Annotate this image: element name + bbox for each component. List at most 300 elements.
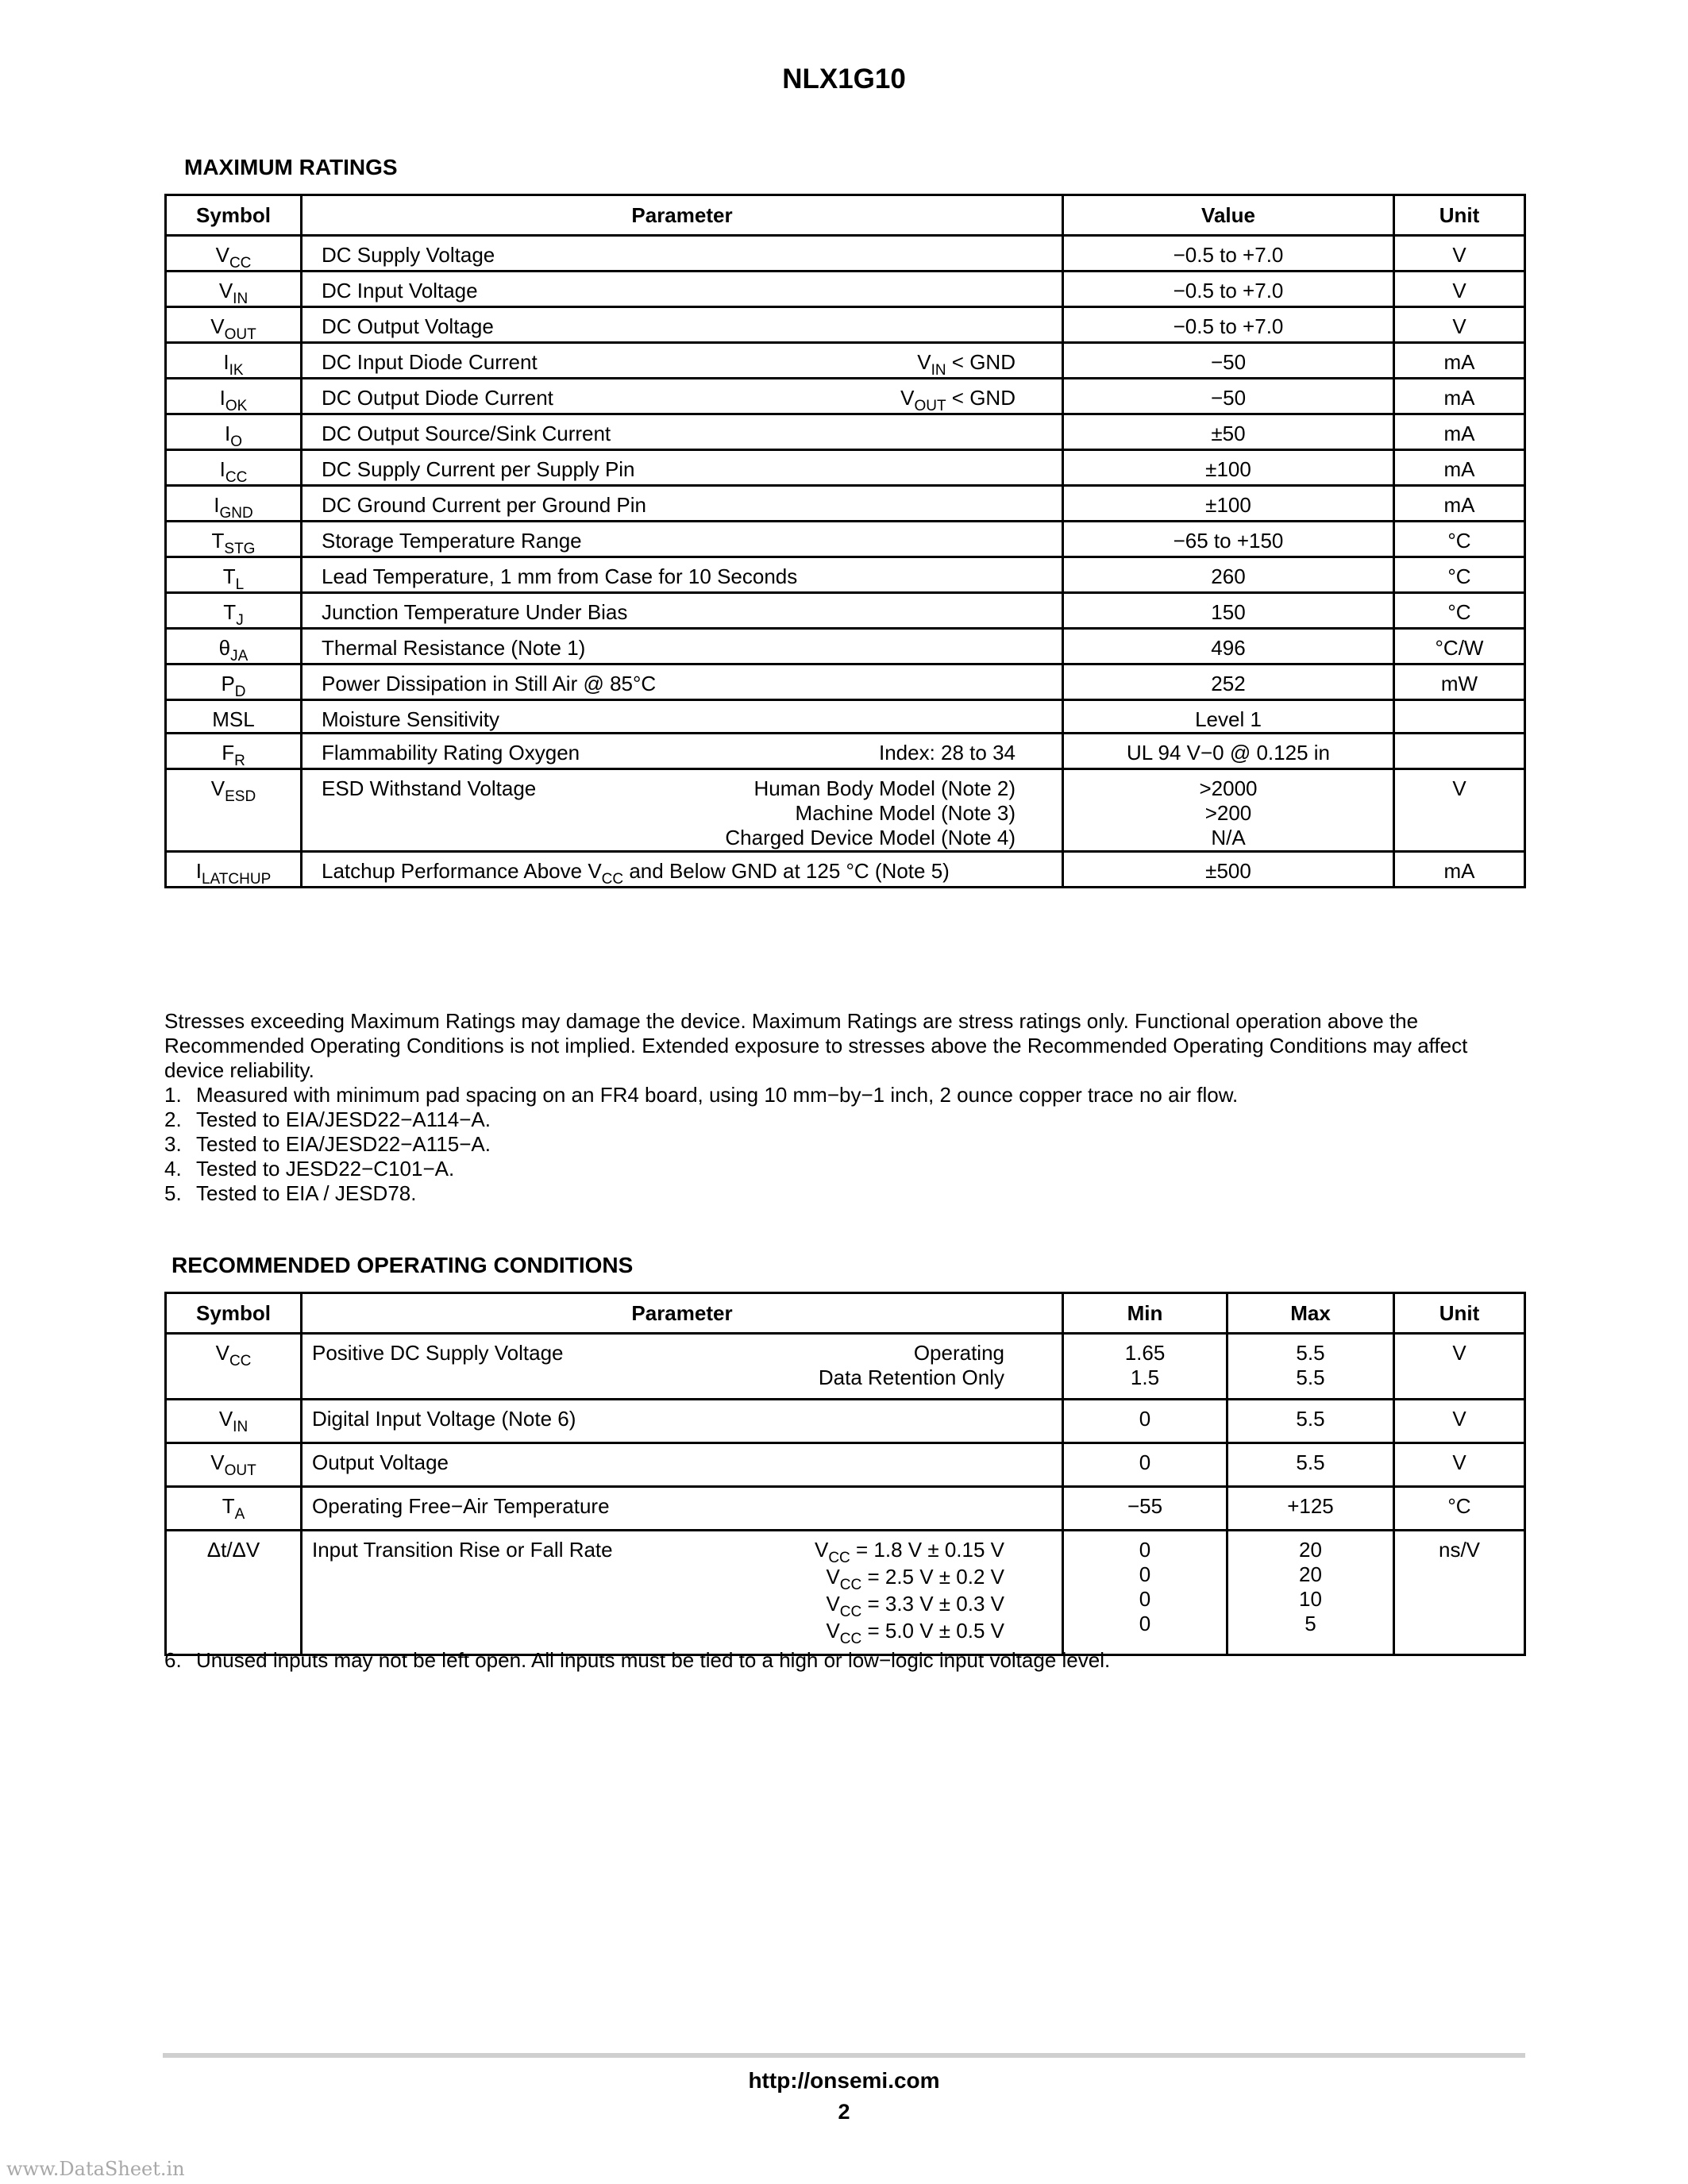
parameter-label: Moisture Sensitivity (322, 707, 499, 731)
parameter-label: DC Supply Current per Supply Pin (322, 457, 635, 481)
parameter-cell (302, 236, 1063, 272)
value-cell (1063, 769, 1394, 852)
symbol-base: V (210, 776, 225, 800)
min-cell (1063, 1443, 1227, 1487)
table-row (166, 272, 1525, 307)
table-header-row (166, 195, 1525, 236)
condition-line (815, 1592, 1004, 1619)
value-cell (1063, 486, 1394, 522)
table-row (166, 236, 1525, 272)
symbol-cell (166, 852, 302, 888)
parameter-cell (302, 1443, 1063, 1487)
note-item (164, 1083, 1524, 1107)
max-cell-line: 5.5 (1296, 1341, 1325, 1365)
symbol-cell (166, 272, 302, 307)
value-cell-line: 252 (1211, 672, 1246, 695)
value-cell (1063, 343, 1394, 379)
condition-subscript: IN (931, 362, 946, 379)
condition-group (900, 386, 1062, 413)
symbol-base: V (210, 1450, 225, 1474)
parameter-content (303, 672, 1062, 696)
col-header-value: Value (1063, 195, 1394, 236)
symbol-base: T (211, 529, 225, 553)
value-cell-line: ±100 (1205, 493, 1251, 517)
symbol-subscript: IK (229, 362, 244, 379)
symbol-subscript: A (234, 1506, 245, 1523)
parameter-label: Junction Temperature Under Bias (322, 600, 628, 624)
parameter-content (303, 1450, 1062, 1475)
parameter-content (303, 243, 1062, 268)
max-ratings-title: MAXIMUM RATINGS (184, 155, 398, 179)
note-item (164, 1181, 1524, 1206)
symbol-cell (166, 486, 302, 522)
value-cell-line: UL 94 V−0 @ 0.125 in (1127, 741, 1330, 765)
parameter-cell (302, 629, 1063, 664)
symbol-cell (166, 1400, 302, 1443)
min-cell-line: 0 (1139, 1587, 1151, 1611)
symbol-subscript: STG (224, 541, 256, 557)
symbol-base: T (222, 564, 236, 588)
max-cell-line: 5.5 (1296, 1407, 1325, 1431)
symbol-base: V (215, 243, 229, 267)
table-row (166, 1487, 1525, 1531)
symbol-base: V (218, 279, 233, 302)
value-cell (1063, 236, 1394, 272)
value-cell-line: 150 (1211, 600, 1246, 624)
table-header-row (166, 1293, 1525, 1334)
parameter-content (303, 279, 1062, 303)
condition-subscript: OUT (914, 398, 946, 414)
roc-notes (164, 1648, 1524, 1673)
symbol-subscript: J (236, 612, 244, 629)
condition-suffix: = 3.3 V ± 0.3 V (861, 1592, 1004, 1616)
table-row (166, 1531, 1525, 1655)
max-cell-line: 20 (1299, 1562, 1322, 1586)
value-cell (1063, 664, 1394, 700)
condition-suffix: < GND (946, 386, 1015, 410)
unit-cell: mW (1394, 664, 1525, 700)
symbol-cell (166, 379, 302, 414)
condition-text: Index: 28 to 34 (878, 741, 1015, 765)
unit-cell: V (1394, 272, 1525, 307)
symbol-subscript: GND (219, 505, 253, 522)
min-cell-line: 1.5 (1130, 1365, 1160, 1389)
symbol-base: I (223, 350, 229, 374)
condition-text: V (917, 350, 931, 374)
page-number: 2 (838, 2100, 850, 2124)
table-row (166, 414, 1525, 450)
note-number: 1. (164, 1083, 182, 1107)
symbol-cell (166, 1334, 302, 1400)
max-ratings-notes (164, 1009, 1524, 1206)
condition-text: Data Retention Only (818, 1365, 1004, 1389)
symbol-base: MSL (212, 707, 255, 731)
max-cell-line: 5 (1305, 1612, 1316, 1635)
parameter-cell (302, 522, 1063, 557)
parameter-content (303, 600, 1062, 625)
note-number: 4. (164, 1157, 182, 1181)
parameter-cell (302, 343, 1063, 379)
symbol-cell (166, 236, 302, 272)
table-row (166, 1400, 1525, 1443)
symbol-cell (166, 414, 302, 450)
value-cell-line: −0.5 to +7.0 (1173, 243, 1284, 267)
symbol-cell (166, 1443, 302, 1487)
min-cell-line: 0 (1139, 1538, 1151, 1562)
value-cell-line: N/A (1211, 826, 1246, 849)
col-header-parameter: Parameter (302, 1293, 1063, 1334)
max-cell (1227, 1531, 1394, 1655)
symbol-base: θ (218, 636, 231, 660)
value-cell-line: −0.5 to +7.0 (1173, 314, 1284, 338)
parameter-cell (302, 700, 1063, 734)
note-item (164, 1157, 1524, 1181)
symbol-subscript: ESD (225, 788, 256, 805)
condition-group (725, 776, 1062, 850)
parameter-cell (302, 593, 1063, 629)
unit-cell (1394, 734, 1525, 769)
table-row (166, 307, 1525, 343)
parameter-content (303, 314, 1062, 339)
condition-text: Human Body Model (Note 2) (753, 776, 1015, 800)
unit-cell: mA (1394, 414, 1525, 450)
max-cell-line: 5.5 (1296, 1450, 1325, 1474)
condition-line (725, 826, 1015, 850)
symbol-base: F (222, 741, 235, 765)
parameter-content (303, 386, 1062, 413)
symbol-subscript: CC (229, 1353, 252, 1369)
note-number: 3. (164, 1132, 182, 1156)
condition-line (815, 1619, 1004, 1646)
parameter-label: Operating Free−Air Temperature (312, 1494, 610, 1518)
table-row (166, 557, 1525, 593)
parameter-cell (302, 769, 1063, 852)
unit-cell: mA (1394, 450, 1525, 486)
value-cell (1063, 414, 1394, 450)
condition-text: V (826, 1619, 840, 1643)
table-row (166, 486, 1525, 522)
symbol-cell (166, 522, 302, 557)
table-row (166, 769, 1525, 852)
parameter-content (303, 859, 1062, 886)
parameter-content (303, 636, 1062, 661)
condition-line (815, 1565, 1004, 1592)
max-cell-line: 5.5 (1296, 1365, 1325, 1389)
unit-cell: ns/V (1394, 1531, 1525, 1655)
symbol-subscript: JA (230, 648, 249, 664)
value-cell-line: −50 (1210, 386, 1247, 410)
unit-cell: °C/W (1394, 629, 1525, 664)
min-cell (1063, 1531, 1227, 1655)
symbol-base: I (219, 386, 225, 410)
min-cell-line: 0 (1139, 1407, 1151, 1431)
unit-cell: °C (1394, 522, 1525, 557)
condition-text: Charged Device Model (Note 4) (725, 826, 1015, 849)
condition-suffix: < GND (946, 350, 1015, 374)
value-cell (1063, 629, 1394, 664)
table-row (166, 700, 1525, 734)
condition-line (819, 1341, 1004, 1365)
unit-cell: mA (1394, 852, 1525, 888)
max-cell (1227, 1400, 1394, 1443)
max-cell-line: +125 (1287, 1494, 1334, 1518)
condition-text: Operating (913, 1341, 1004, 1365)
parameter-cell (302, 557, 1063, 593)
parameter-label: Output Voltage (312, 1450, 449, 1474)
symbol-cell (166, 343, 302, 379)
parameter-cell (302, 1531, 1063, 1655)
symbol-cell (166, 593, 302, 629)
value-cell (1063, 522, 1394, 557)
condition-suffix: = 1.8 V ± 0.15 V (850, 1538, 1004, 1562)
parameter-cell (302, 852, 1063, 888)
min-cell (1063, 1400, 1227, 1443)
max-cell-line: 10 (1299, 1587, 1322, 1611)
unit-cell: V (1394, 1443, 1525, 1487)
value-cell-line: ±50 (1211, 422, 1246, 445)
table-row (166, 450, 1525, 486)
symbol-subscript: L (235, 576, 245, 593)
table-row (166, 664, 1525, 700)
col-header-symbol: Symbol (166, 1293, 302, 1334)
parameter-cell (302, 307, 1063, 343)
page-title: NLX1G10 (782, 64, 906, 94)
table-row (166, 1443, 1525, 1487)
col-header-min: Min (1063, 1293, 1227, 1334)
parameter-label: Power Dissipation in Still Air @ 85°C (322, 672, 657, 695)
symbol-subscript: R (234, 753, 245, 769)
min-cell-line: 0 (1139, 1562, 1151, 1586)
parameter-label: DC Input Voltage (322, 279, 478, 302)
col-header-unit: Unit (1394, 1293, 1525, 1334)
parameter-cell (302, 1487, 1063, 1531)
unit-cell: V (1394, 1334, 1525, 1400)
note-text: Unused inputs may not be left open. All inputs must be tied to a high or low−logic input voltage level. (196, 1648, 1111, 1672)
symbol-subscript: O (230, 433, 242, 450)
parameter-label: DC Output Source/Sink Current (322, 422, 611, 445)
symbol-subscript: CC (225, 469, 248, 486)
col-header-parameter: Parameter (302, 195, 1063, 236)
parameter-content (303, 707, 1062, 732)
parameter-content (303, 493, 1062, 518)
condition-line (819, 1365, 1004, 1390)
value-cell (1063, 700, 1394, 734)
note-text: Tested to EIA/JESD22−A115−A. (196, 1132, 491, 1156)
note-item (164, 1648, 1524, 1673)
condition-text: V (900, 386, 915, 410)
parameter-label: DC Output Voltage (322, 314, 494, 338)
latch-subscript: CC (601, 871, 624, 888)
parameter-content (303, 457, 1062, 482)
table-row (166, 593, 1525, 629)
col-header-max: Max (1227, 1293, 1394, 1334)
condition-subscript: CC (839, 1577, 862, 1593)
parameter-cell (302, 379, 1063, 414)
latch-suffix: and Below GND at 125 °C (Note 5) (623, 859, 950, 883)
max-cell (1227, 1487, 1394, 1531)
value-cell-line: ±500 (1205, 859, 1251, 883)
condition-line (900, 386, 1015, 413)
parameter-label: Storage Temperature Range (322, 529, 582, 553)
symbol-base: V (210, 314, 225, 338)
max-cell (1227, 1443, 1394, 1487)
parameter-content (303, 1538, 1062, 1646)
condition-line (917, 350, 1015, 377)
parameter-label: Flammability Rating Oxygen (322, 741, 580, 765)
parameter-label: DC Ground Current per Ground Pin (322, 493, 646, 517)
parameter-cell (302, 486, 1063, 522)
parameter-label: Thermal Resistance (Note 1) (322, 636, 586, 660)
symbol-cell (166, 769, 302, 852)
condition-line (815, 1538, 1004, 1565)
symbol-base: T (223, 600, 237, 624)
note-text: Measured with minimum pad spacing on an FR4 board, using 10 mm−by−1 inch, 2 ounce copper trace no air flow. (196, 1083, 1239, 1107)
note-item (164, 1132, 1524, 1157)
note-item (164, 1107, 1524, 1132)
note-text: Tested to EIA/JESD22−A114−A. (196, 1107, 491, 1131)
table-row (166, 629, 1525, 664)
symbol-base: T (222, 1494, 235, 1518)
condition-group (879, 741, 1062, 765)
parameter-label: Digital Input Voltage (Note 6) (312, 1407, 576, 1431)
unit-cell: V (1394, 1400, 1525, 1443)
parameter-cell (302, 450, 1063, 486)
max-cell-line: 20 (1299, 1538, 1322, 1562)
value-cell (1063, 272, 1394, 307)
unit-cell: °C (1394, 593, 1525, 629)
parameter-cell (302, 272, 1063, 307)
unit-cell: V (1394, 236, 1525, 272)
value-cell-line: −65 to +150 (1173, 529, 1284, 553)
symbol-base: Δt/ΔV (206, 1538, 260, 1562)
unit-cell: mA (1394, 379, 1525, 414)
parameter-content (303, 350, 1062, 377)
parameter-label (303, 859, 950, 886)
condition-group (819, 1341, 1062, 1390)
parameter-cell (302, 1400, 1063, 1443)
value-cell-line: Level 1 (1195, 707, 1262, 731)
value-cell-line: −0.5 to +7.0 (1173, 279, 1284, 302)
value-cell-line: −50 (1210, 350, 1247, 374)
note-text: Tested to JESD22−C101−A. (196, 1157, 455, 1181)
parameter-cell (302, 664, 1063, 700)
value-cell (1063, 307, 1394, 343)
note-number: 5. (164, 1181, 182, 1205)
note-number: 6. (164, 1648, 182, 1672)
symbol-cell (166, 734, 302, 769)
symbol-base: V (215, 1341, 229, 1365)
parameter-label: ESD Withstand Voltage (322, 776, 537, 800)
value-cell-line: 496 (1211, 636, 1246, 660)
symbol-cell (166, 700, 302, 734)
symbol-cell (166, 629, 302, 664)
symbol-base: I (195, 859, 202, 883)
symbol-cell (166, 1531, 302, 1655)
min-cell (1063, 1487, 1227, 1531)
table-row (166, 379, 1525, 414)
symbol-subscript: IN (233, 291, 249, 307)
parameter-label: DC Input Diode Current (322, 350, 538, 374)
col-header-symbol: Symbol (166, 195, 302, 236)
value-cell-line: 260 (1211, 564, 1246, 588)
condition-group (917, 350, 1062, 377)
parameter-content (303, 564, 1062, 589)
parameter-cell (302, 1334, 1063, 1400)
note-number: 2. (164, 1107, 182, 1131)
max-cell (1227, 1334, 1394, 1400)
parameter-content (303, 529, 1062, 553)
watermark: www.DataSheet.in (6, 2158, 185, 2180)
condition-line (879, 741, 1015, 765)
condition-group (815, 1538, 1062, 1646)
value-cell (1063, 379, 1394, 414)
symbol-cell (166, 557, 302, 593)
condition-text: V (814, 1538, 829, 1562)
condition-text: V (826, 1592, 840, 1616)
symbol-subscript: LATCHUP (201, 871, 272, 888)
parameter-label: Positive DC Supply Voltage (312, 1341, 564, 1365)
value-cell (1063, 557, 1394, 593)
parameter-content (303, 1407, 1062, 1431)
unit-cell: °C (1394, 1487, 1525, 1531)
min-cell (1063, 1334, 1227, 1400)
value-cell-line: >2000 (1199, 776, 1258, 800)
condition-line (725, 801, 1015, 826)
table-row (166, 1334, 1525, 1400)
condition-subscript: CC (828, 1550, 850, 1566)
parameter-cell (302, 734, 1063, 769)
condition-subscript: CC (839, 1631, 862, 1647)
table-row (166, 522, 1525, 557)
roc-table (164, 1292, 1526, 1656)
parameter-label: Lead Temperature, 1 mm from Case for 10 Seconds (322, 564, 798, 588)
symbol-subscript: OUT (224, 326, 256, 343)
value-cell (1063, 852, 1394, 888)
value-cell (1063, 734, 1394, 769)
parameter-content (303, 776, 1062, 850)
footer-url-link[interactable]: http://onsemi.com (748, 2068, 940, 2093)
max-ratings-table (164, 194, 1526, 888)
value-cell-line: ±100 (1205, 457, 1251, 481)
condition-suffix: = 2.5 V ± 0.2 V (861, 1565, 1004, 1589)
parameter-content (303, 422, 1062, 446)
footer-divider (163, 2053, 1525, 2058)
symbol-base: I (224, 422, 231, 445)
unit-cell: °C (1394, 557, 1525, 593)
condition-suffix: = 5.0 V ± 0.5 V (861, 1619, 1004, 1643)
symbol-subscript: IN (233, 1419, 249, 1435)
parameter-label: DC Output Diode Current (322, 386, 553, 410)
symbol-base: I (219, 457, 225, 481)
symbol-base: V (218, 1407, 233, 1431)
condition-text: V (826, 1565, 840, 1589)
symbol-subscript: D (234, 684, 246, 700)
symbol-subscript: OK (225, 398, 248, 414)
condition-text: Machine Model (Note 3) (795, 801, 1015, 825)
unit-cell: V (1394, 769, 1525, 852)
unit-cell: V (1394, 307, 1525, 343)
latch-text: Latchup Performance Above V (322, 859, 602, 883)
symbol-base: P (221, 672, 235, 695)
min-cell-line: 1.65 (1124, 1341, 1166, 1365)
table-row (166, 343, 1525, 379)
table-row (166, 734, 1525, 769)
min-cell-line: 0 (1139, 1450, 1151, 1474)
stress-disclaimer: Stresses exceeding Maximum Ratings may damage the device. Maximum Ratings are stress ratings only. Functional operation above the Recommended Operating Conditions is not implied. Extended exposure to stresses above the Recommended Operating Conditions may affect device reliability. (164, 1009, 1468, 1082)
note-text: Tested to EIA / JESD78. (196, 1181, 417, 1205)
parameter-content (303, 1341, 1062, 1390)
condition-line (725, 776, 1015, 801)
